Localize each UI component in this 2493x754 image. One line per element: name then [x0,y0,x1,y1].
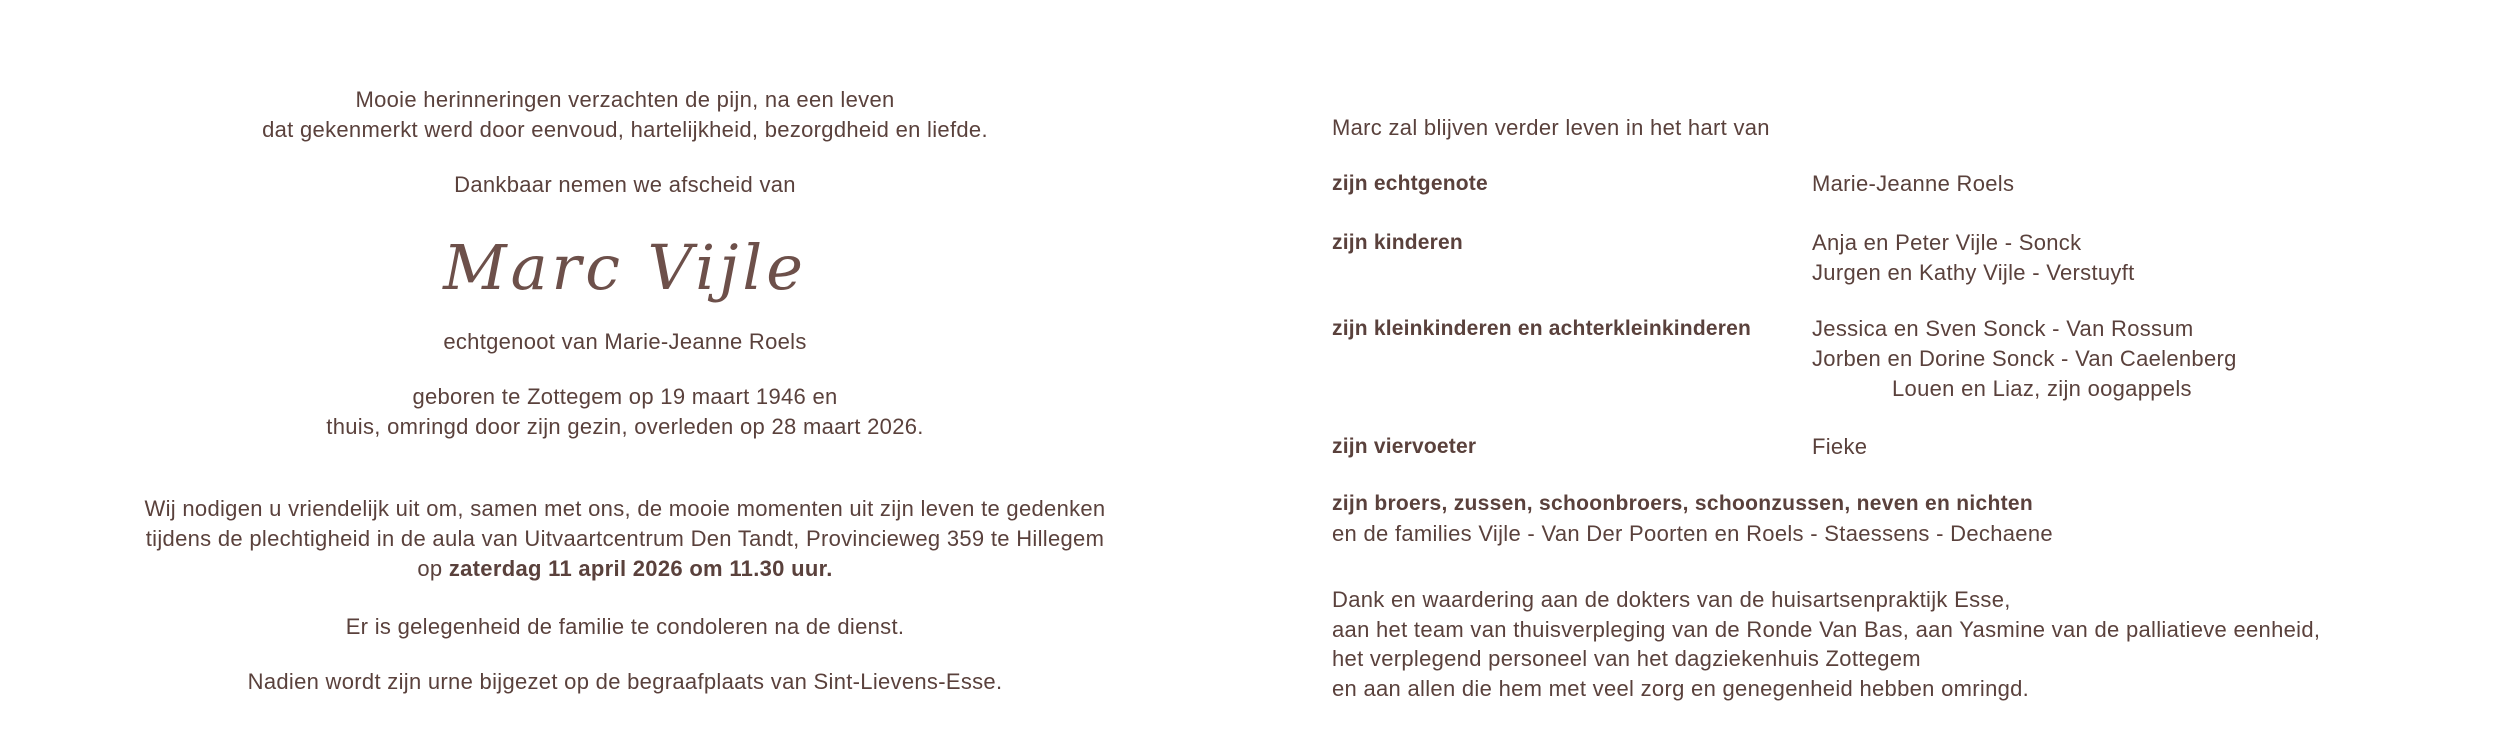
family-names-pet [1812,432,1867,462]
deceased-name: Marc Vijle [443,231,807,304]
family-names-spouse [1812,169,2014,199]
birth-death-text [0,382,1250,442]
invitation-line-3 [0,554,1250,584]
family-label-pet: zijn viervoeter [1332,435,1477,458]
thanks-line-3: het verplegend personeel van het dagziekenhuis Zottegem [1332,646,1921,671]
family-row-pet [1332,432,1867,462]
thanks-line-4: en aan allen die hem met veel zorg en genegenheid hebben omringd. [1332,675,2030,701]
invitation-text [0,494,1250,584]
death-line: thuis, omringd door zijn gezin, overleden op 28 maart 2026. [326,414,924,439]
family-names-grandchildren [1812,314,2237,404]
thanks-line-1: Dank en waardering aan de dokters van de huisartsenpraktijk Esse, [1332,587,2011,612]
relation-text: echtgenoot van Marie-Jeanne Roels [443,329,807,354]
family-label-children: zijn kinderen [1332,231,1463,254]
invitation-date-bold: zaterdag 11 april 2026 om 11.30 uur. [448,556,833,581]
family-name: Anja en Peter Vijle - Sonck [1812,230,2082,255]
family-name: Jorben en Dorine Sonck - Van Caelenberg [1812,346,2237,371]
acknowledgement-text [1332,585,2320,703]
family-name: Fieke [1812,434,1868,459]
family-label-spouse: zijn echtgenote [1332,172,1488,195]
family-name: Louen en Liaz, zijn oogappels [1892,376,2192,401]
condolence-text: Er is gelegenheid de familie te condoleren na de dienst. [345,614,905,639]
invitation-line-1: Wij nodigen u vriendelijk uit om, samen met ons, de mooie momenten uit zijn leven te gedenken [144,496,1106,521]
thanks-line-2: aan het team van thuisverpleging van de Ronde Van Bas, aan Yasmine van de palliatieve eenheid, [1332,616,2321,642]
birth-line: geboren te Zottegem op 19 maart 1946 en [412,384,838,409]
family-row-spouse [1332,169,2014,199]
invitation-line-2: tijdens de plechtigheid in de aula van Uitvaartcentrum Den Tandt, Provincieweg 359 te Hillegem [145,526,1105,551]
intro-line-1: Mooie herinneringen verzachten de pijn, na een leven [355,87,895,112]
family-label-grandchildren: zijn kleinkinderen en achterkleinkinderen [1332,317,1752,340]
family-name: Marie-Jeanne Roels [1812,171,2015,196]
family-row-grandchildren [1332,314,2237,404]
family-name: Jurgen en Kathy Vijle - Verstuyft [1812,260,2135,285]
intro-text [0,85,1250,145]
family-names-children [1812,228,2135,288]
intro-line-2: dat gekenmerkt werd door eenvoud, hartelijkheid, bezorgdheid en liefde. [262,117,988,142]
urn-text: Nadien wordt zijn urne bijgezet op de begraafplaats van Sint-Lievens-Esse. [247,669,1003,694]
invitation-date-prefix: op [417,556,449,581]
right-heading: Marc zal blijven verder leven in het hart van [1332,115,1770,140]
relatives-line-2: en de families Vijle - Van Der Poorten en Roels - Staessens - Dechaene [1332,521,2053,546]
family-row-children [1332,228,2135,288]
relatives-text [1332,489,2053,549]
farewell-text: Dankbaar nemen we afscheid van [454,172,796,197]
relatives-line-1: zijn broers, zussen, schoonbroers, schoonzussen, neven en nichten [1332,492,2033,515]
family-name: Jessica en Sven Sonck - Van Rossum [1812,316,2194,341]
